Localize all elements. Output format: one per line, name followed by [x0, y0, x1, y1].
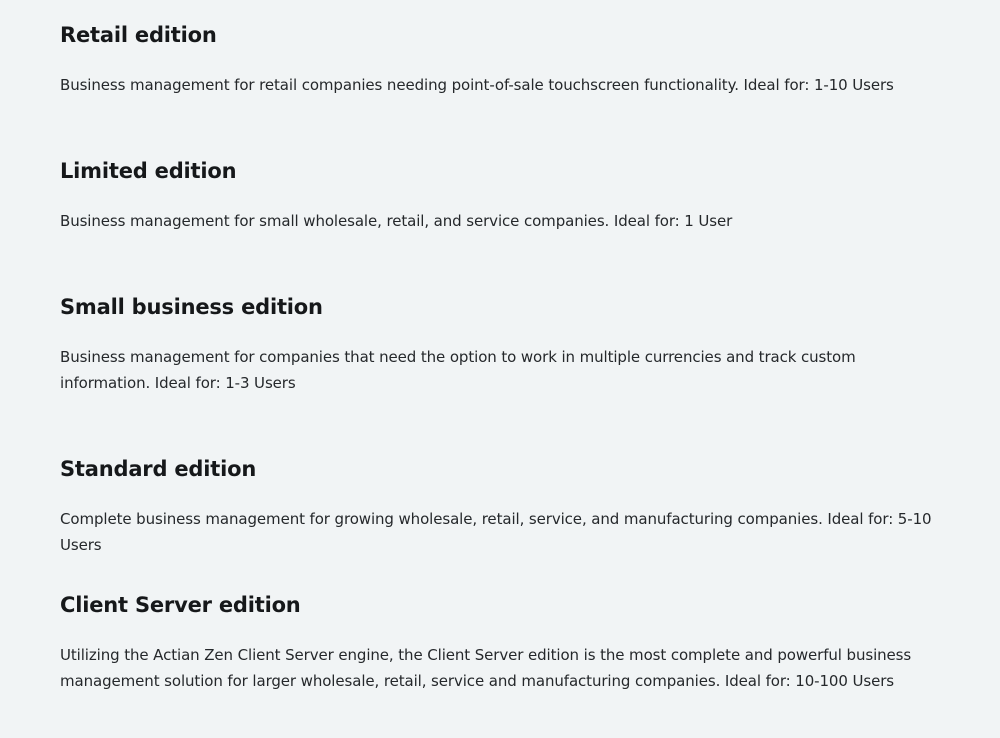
edition-title: Standard edition — [60, 457, 257, 481]
edition-description: Business management for retail companies needing point-of-sale touchscreen functionality. Ideal for: 1-10 Users — [60, 76, 894, 94]
edition-description: Business management for companies that need the option to work in multiple currencies and track custom information. Ideal for: 1-3 Users — [60, 348, 856, 392]
edition-title: Retail edition — [60, 23, 217, 47]
edition-title: Small business edition — [60, 295, 323, 319]
edition-description: Utilizing the Actian Zen Client Server engine, the Client Server edition is the most complete and powerful business management solution for larger wholesale, retail, service and manufacturing companies. Ideal for: 10-100 Users — [60, 646, 912, 690]
edition-retail — [60, 21, 940, 94]
edition-title: Client Server edition — [60, 593, 301, 617]
edition-small-business — [60, 293, 940, 392]
edition-limited — [60, 157, 940, 230]
edition-standard — [60, 455, 940, 554]
edition-description: Complete business management for growing wholesale, retail, service, and manufacturing companies. Ideal for: 5-10 Users — [60, 510, 932, 554]
edition-description: Business management for small wholesale, retail, and service companies. Ideal for: 1 User — [60, 212, 733, 230]
edition-client-server — [60, 591, 940, 690]
edition-title: Limited edition — [60, 159, 237, 183]
